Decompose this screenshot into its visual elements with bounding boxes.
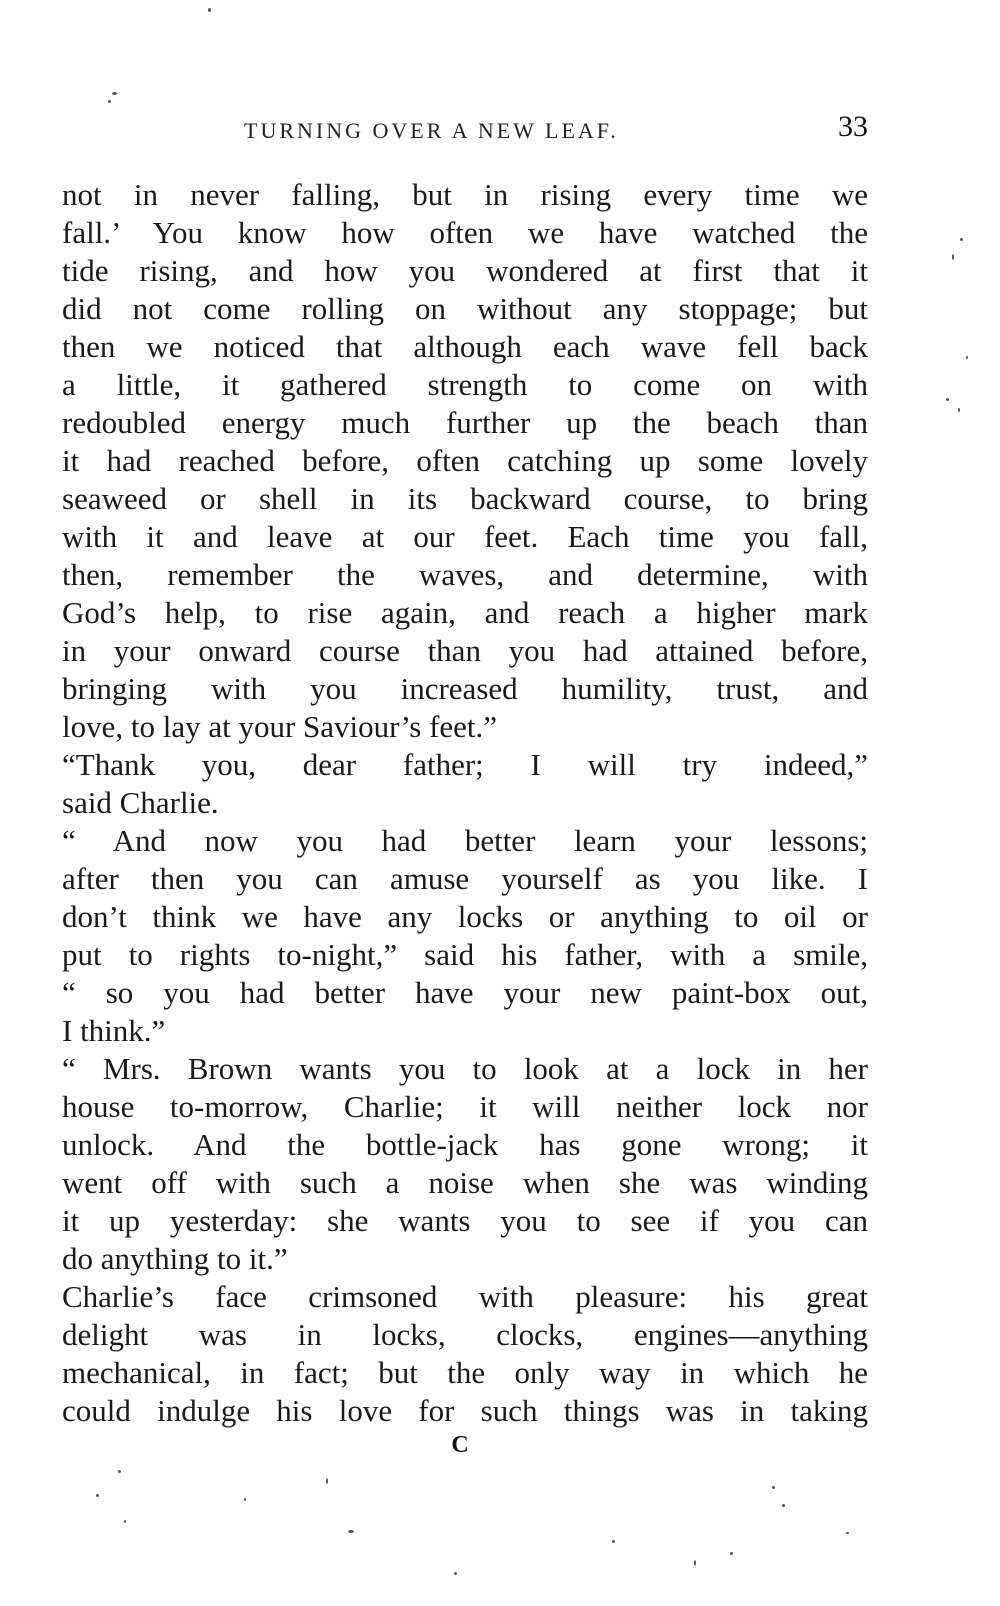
text-line: it had reached before, often catching up some lovely: [62, 443, 868, 478]
print-speck: [846, 1532, 849, 1534]
text-line: after then you can amuse yourself as you like. I: [62, 861, 868, 896]
print-speck: [782, 1504, 785, 1507]
text-line: seaweed or shell in its backward course, to bring: [62, 481, 868, 516]
print-speck: [612, 1540, 615, 1543]
print-speck: [966, 356, 968, 359]
print-speck: [244, 1498, 246, 1501]
text-line: then, remember the waves, and determine, with: [62, 557, 868, 592]
text-line: Charlie’s face crimsoned with pleasure: his great: [62, 1279, 868, 1314]
text-line: “ Mrs. Brown wants you to look at a lock in her: [62, 1051, 868, 1086]
signature-mark: C: [451, 1432, 469, 1458]
text-line: do anything to it.”: [62, 1241, 288, 1276]
print-speck: [124, 1520, 126, 1523]
text-line: house to-morrow, Charlie; it will neither lock nor: [62, 1089, 868, 1124]
page-header: [62, 110, 868, 150]
text-line: love, to lay at your Saviour’s feet.”: [62, 709, 498, 744]
print-speck: [454, 1572, 457, 1575]
text-line: delight was in locks, clocks, engines—anything: [62, 1317, 868, 1352]
text-line: God’s help, to rise again, and reach a higher mark: [62, 595, 868, 630]
text-line: a little, it gathered strength to come on with: [62, 367, 868, 402]
print-speck: [958, 408, 960, 412]
text-line: bringing with you increased humility, trust, and: [62, 671, 868, 706]
text-line: unlock. And the bottle-jack has gone wrong; it: [62, 1127, 868, 1162]
text-line: tide rising, and how you wondered at first that it: [62, 253, 868, 288]
text-line: “Thank you, dear father; I will try indeed,”: [62, 747, 868, 782]
text-line: “ And now you had better learn your lessons;: [62, 823, 868, 858]
text-line: with it and leave at our feet. Each time you fall,: [62, 519, 868, 554]
print-speck: [694, 1560, 696, 1566]
text-line: fall.’ You know how often we have watched the: [62, 215, 868, 250]
body-text: [62, 176, 868, 1430]
text-line: don’t think we have any locks or anything to oil or: [62, 899, 868, 934]
print-speck: [348, 1530, 354, 1533]
print-speck: [326, 1478, 328, 1484]
text-line: not in never falling, but in rising every time we: [62, 177, 868, 212]
print-speck: [112, 92, 117, 95]
text-line: it up yesterday: she wants you to see if you can: [62, 1203, 868, 1238]
text-line: went off with such a noise when she was winding: [62, 1165, 868, 1200]
print-speck: [108, 100, 111, 103]
print-speck: [772, 1486, 775, 1489]
print-speck: [118, 1470, 121, 1473]
text-line: in your onward course than you had attained before,: [62, 633, 868, 668]
text-line: did not come rolling on without any stoppage; but: [62, 291, 868, 326]
text-line: “ so you had better have your new paint-box out,: [62, 975, 868, 1010]
print-speck: [96, 1494, 99, 1497]
print-speck: [730, 1552, 733, 1555]
print-speck: [952, 254, 954, 260]
running-title: TURNING OVER A NEW LEAF.: [244, 118, 619, 143]
text-line: mechanical, in fact; but the only way in which he: [62, 1355, 868, 1390]
text-line: redoubled energy much further up the beach than: [62, 405, 868, 440]
page-number: 33: [838, 110, 868, 143]
print-speck: [960, 238, 963, 241]
text-line: then we noticed that although each wave fell back: [62, 329, 868, 364]
print-speck: [208, 8, 211, 12]
text-line: put to rights to-night,” said his father, with a smile,: [62, 937, 868, 972]
text-line: could indulge his love for such things was in taking: [62, 1393, 868, 1428]
text-line: said Charlie.: [62, 785, 219, 820]
print-speck: [946, 398, 949, 401]
text-line: I think.”: [62, 1013, 166, 1048]
